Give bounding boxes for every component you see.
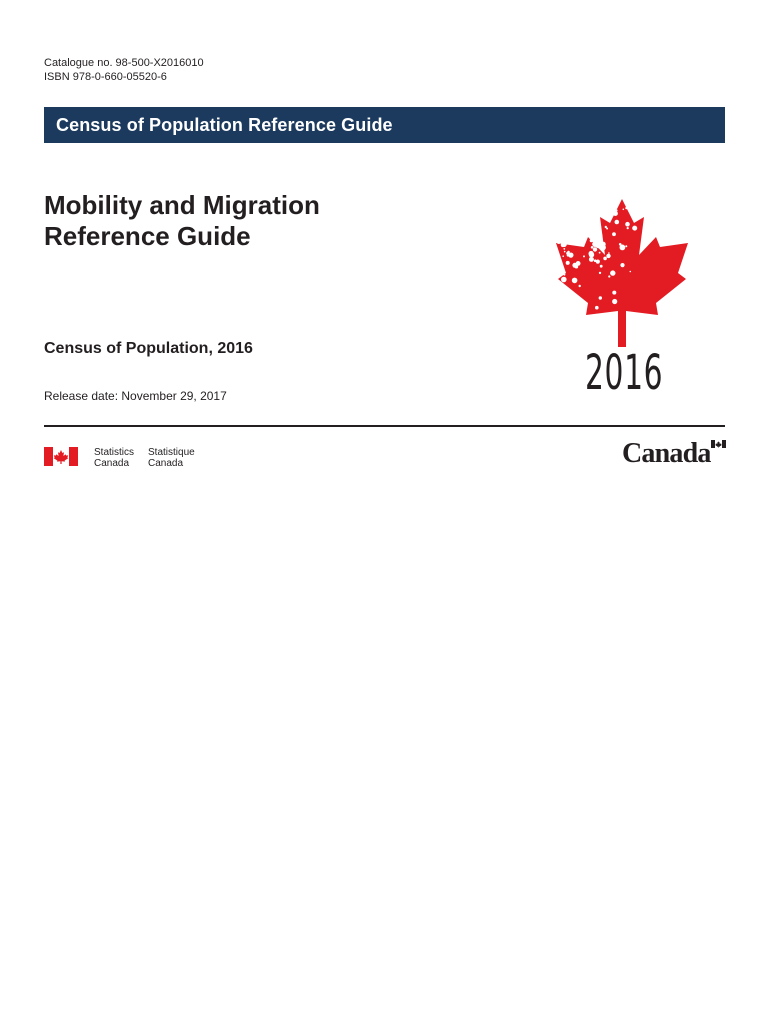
signature-french-line-1: Statistique	[148, 447, 195, 458]
maple-leaf-icon	[552, 193, 692, 353]
leaf-speckle	[591, 246, 594, 249]
leaf-speckle	[594, 205, 599, 210]
leaf-speckle	[596, 260, 600, 264]
leaf-speckle	[566, 212, 570, 216]
leaf-speckle	[589, 251, 594, 256]
signature-english-line-2: Canada	[94, 458, 130, 469]
leaf-speckle	[568, 220, 571, 223]
leaf-speckle	[563, 274, 565, 276]
leaf-speckle	[581, 198, 586, 203]
leaf-speckle	[562, 237, 564, 239]
leaf-speckle	[613, 211, 618, 216]
leaf-speckle	[566, 261, 570, 265]
leaf-speckle	[606, 254, 610, 258]
leaf-speckle	[576, 235, 581, 240]
leaf-speckle	[599, 252, 601, 254]
leaf-speckle	[593, 222, 599, 228]
leaf-speckle	[557, 235, 560, 238]
leaf-speckle	[564, 251, 566, 253]
leaf-speckle	[557, 201, 560, 204]
leaf-speckle	[576, 303, 579, 306]
leaf-speckle	[563, 248, 565, 250]
page-title-line-2: Reference Guide	[44, 221, 251, 251]
census-year: 2016	[585, 345, 664, 401]
leaf-speckle	[566, 234, 569, 237]
leaf-speckle	[585, 207, 588, 210]
leaf-speckle	[575, 242, 578, 245]
leaf-speckle	[592, 241, 598, 247]
leaf-speckle	[627, 227, 629, 229]
leaf-speckle	[599, 200, 602, 203]
leaf-speckle	[590, 239, 593, 242]
leaf-speckle	[568, 241, 572, 245]
leaf-speckle	[605, 226, 607, 228]
leaf-speckle	[583, 255, 585, 257]
leaf-speckle	[595, 306, 599, 310]
leaf-speckle	[635, 199, 638, 202]
catalogue-number: Catalogue no. 98-500-X2016010	[44, 57, 204, 69]
leaf-speckle	[569, 233, 575, 239]
leaf-speckle	[606, 212, 610, 216]
leaf-speckle	[572, 221, 577, 226]
leaf-speckle	[597, 233, 602, 238]
leaf-speckle	[625, 207, 627, 209]
canada-flag-icon	[44, 447, 78, 466]
leaf-speckle	[603, 257, 607, 261]
leaf-speckle	[625, 245, 627, 247]
leaf-speckle	[598, 225, 602, 229]
leaf-speckle	[572, 278, 578, 284]
leaf-speckle	[600, 207, 604, 211]
leaf-speckle	[555, 284, 559, 288]
leaf-speckle	[615, 209, 617, 211]
leaf-speckle	[557, 240, 561, 244]
canada-wordmark	[622, 440, 726, 470]
leaf-speckle	[584, 224, 590, 230]
page-title-line-1: Mobility and Migration	[44, 190, 320, 220]
leaf-speckle	[612, 291, 616, 295]
leaf-speckle	[599, 272, 601, 274]
leaf-speckle	[573, 241, 575, 243]
release-date: Release date: November 29, 2017	[44, 389, 227, 403]
leaf-speckle	[579, 285, 581, 287]
leaf-speckle	[589, 257, 594, 262]
series-banner	[44, 107, 725, 143]
leaf-speckle	[581, 235, 587, 241]
leaf-speckle	[569, 202, 571, 204]
leaf-speckle	[566, 196, 572, 202]
leaf-speckle	[625, 222, 630, 227]
leaf-speckle	[632, 226, 637, 231]
leaf-speckle	[561, 277, 567, 283]
leaf-speckle	[567, 208, 570, 211]
leaf-speckle	[605, 208, 608, 211]
leaf-speckle	[612, 199, 614, 201]
leaf-speckle	[561, 202, 566, 207]
leaf-speckle	[557, 269, 563, 275]
signature-french	[148, 447, 195, 469]
leaf-speckle	[620, 263, 624, 267]
leaf-speckle	[630, 271, 632, 273]
leaf-speckle	[554, 266, 557, 269]
signature-english-line-1: Statistics	[94, 447, 135, 458]
leaf-speckle	[561, 243, 565, 247]
leaf-speckle	[592, 216, 598, 222]
canada-wordmark-text: Canada	[622, 438, 711, 469]
leaf-speckle	[563, 221, 565, 223]
series-banner-title: Census of Population Reference Guide	[56, 114, 393, 135]
leaf-speckle	[600, 265, 603, 268]
leaf-speckle	[610, 270, 615, 275]
wordmark-flag-icon	[711, 440, 726, 448]
leaf-speckle	[575, 265, 579, 269]
leaf-speckle	[623, 209, 625, 211]
leaf-speckle	[612, 232, 616, 236]
signature-english	[94, 447, 134, 469]
signature-french-line-2: Canada	[148, 458, 184, 469]
leaf-speckle	[562, 232, 566, 236]
leaf-speckle	[568, 228, 571, 231]
leaf-speckle	[604, 213, 607, 216]
leaf-speckle	[593, 247, 597, 251]
leaf-speckle	[566, 226, 568, 228]
leaf-speckle	[567, 254, 570, 257]
isbn: ISBN 978-0-660-05520-6	[44, 71, 167, 83]
leaf-speckle	[580, 203, 584, 207]
leaf-speckle	[599, 296, 602, 299]
leaf-speckle	[555, 222, 558, 225]
leaf-speckle	[562, 255, 564, 257]
leaf-speckle	[608, 275, 610, 277]
leaf-speckle	[572, 214, 574, 216]
leaf-speckle	[555, 220, 557, 222]
catalogue-info	[44, 56, 204, 84]
leaf-speckle	[608, 252, 610, 254]
leaf-speckle	[619, 243, 622, 246]
divider	[44, 425, 725, 427]
leaf-speckle	[554, 207, 560, 213]
page-subtitle: Census of Population, 2016	[44, 340, 253, 357]
leaf-speckle	[562, 207, 566, 211]
page-title	[44, 190, 320, 252]
leaf-speckle	[583, 230, 585, 232]
leaf-speckle	[615, 220, 620, 225]
leaf-speckle	[612, 299, 617, 304]
